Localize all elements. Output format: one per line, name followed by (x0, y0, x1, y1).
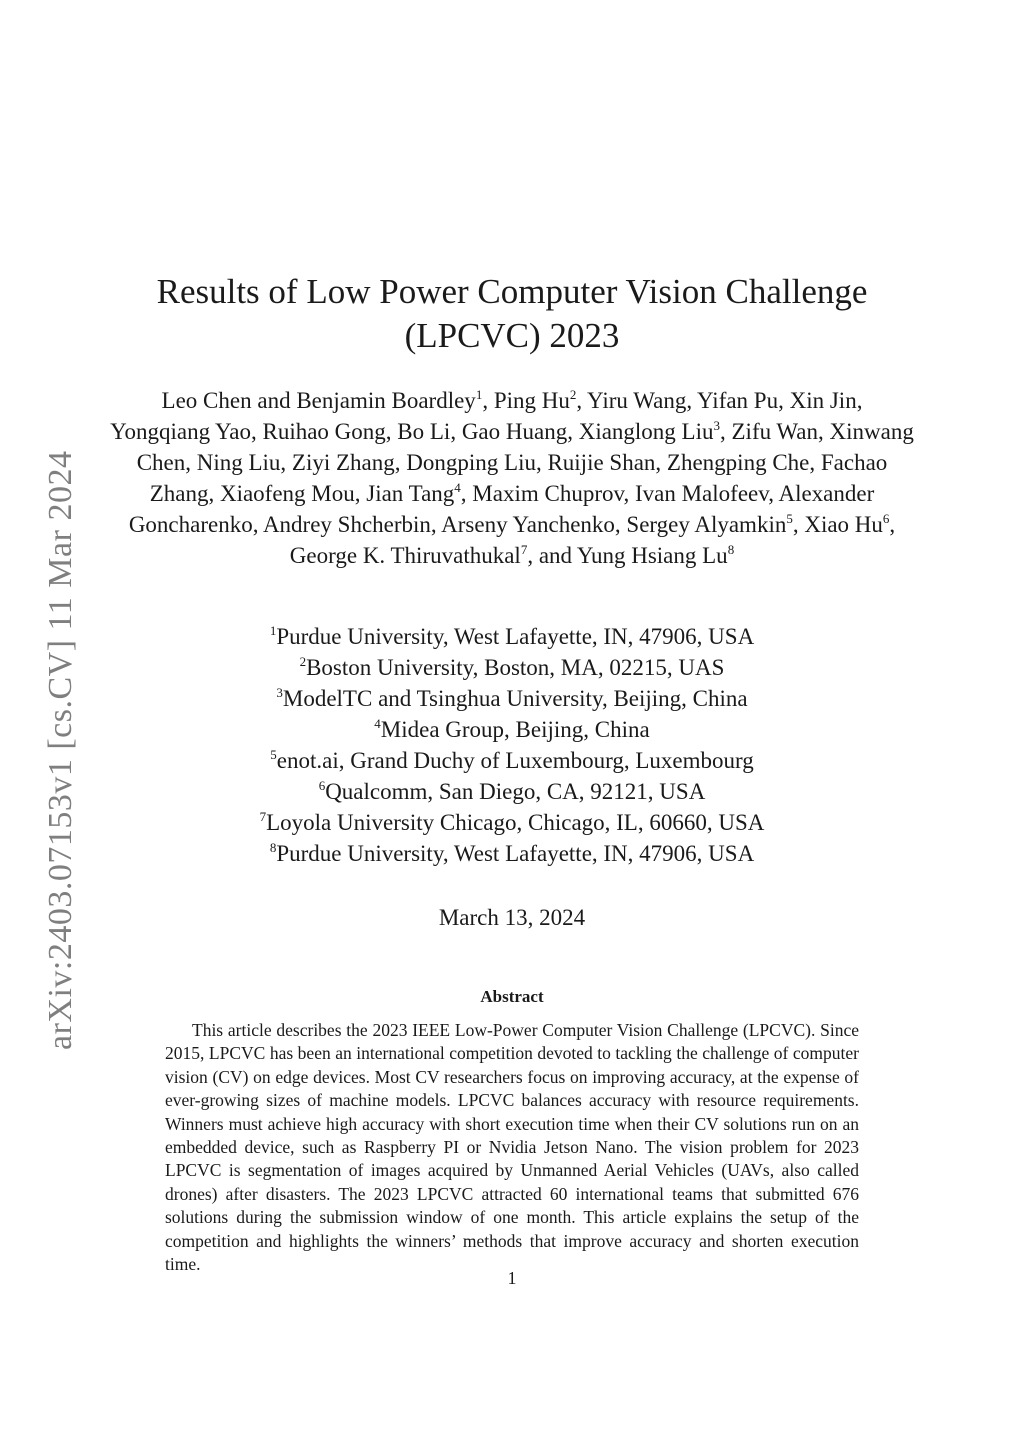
author-list (110, 385, 914, 571)
affiliation-item: $^6$Qualcomm, San Diego, CA, 92121, USA (318, 778, 706, 804)
affiliation-item: $^2$Boston University, Boston, MA, 02215, UAS (299, 654, 725, 680)
title-line-1: Results of Low Power Computer Vision Challenge (156, 272, 868, 311)
author-group: George K. Thiruvathukal$^7$, (289, 542, 539, 568)
arxiv-identifier-stamp: arXiv:2403.07153v1 [cs.CV] 11 Mar 2024 (42, 450, 79, 1050)
author-group: Ping Hu$^2$, (493, 387, 588, 413)
affiliation-list (130, 621, 894, 869)
author-group: Leo Chen and Benjamin Boardley$^1$, (161, 387, 494, 413)
affiliation-item: $^3$ModelTC and Tsinghua University, Beijing, China (276, 685, 748, 711)
affiliation-item: $^5$enot.ai, Grand Duchy of Luxembourg, Luxembourg (270, 747, 754, 773)
affiliation-item: $^7$Loyola University Chicago, Chicago, IL, 60660, USA (259, 809, 765, 835)
author-group: Xiao Hu$^6$, (804, 511, 896, 537)
author-group: Zifu Wan, Xinwang Chen, Ning Liu, Ziyi Zhang, Dongping Liu, Ruijie Shan, Zhengping Che, Fachao Zhang, Xiaofeng Mou, Jian Tang$^4$, (136, 419, 914, 506)
abstract-heading: Abstract (480, 987, 544, 1006)
paper-title (130, 270, 894, 358)
publication-date: March 13, 2024 (438, 905, 586, 930)
title-line-2: (LPCVC) 2023 (404, 316, 620, 355)
affiliation-item: $^1$Purdue University, West Lafayette, IN, 47906, USA (269, 623, 755, 649)
affiliation-item: $^8$Purdue University, West Lafayette, IN, 47906, USA (269, 840, 755, 866)
author-group: Maxim Chuprov, Ivan Malofeev, Alexander Goncharenko, Andrey Shcherbin, Arseny Yanchenko, Sergey Alyamkin$^5$, (128, 481, 875, 537)
abstract-body: This article describes the 2023 IEEE Low-Power Computer Vision Challenge (LPCVC). Since 2015, LPCVC has been an international competition devoted to tackling the challenge of computer vision (CV) on edge devices. Most CV researchers focus on improving accuracy, at the expense of ever-growing sizes of machine models. LPCVC balances accuracy with resource requirements. Winners must achieve high accuracy with short execution time when their CV solutions run on an embedded device, such as Raspberry PI or Nvidia Jetson Nano. The vision problem for 2023 LPCVC is segmentation of images acquired by Unmanned Aerial Vehicles (UAVs, also called drones) after disasters. The 2023 LPCVC attracted 60 international teams that submitted 676 solutions during the submission window of one month. This article explains the setup of the competition and highlights the winners’ methods that improve accuracy and shorten execution time. (165, 1020, 859, 1275)
author-group: and Yung Hsiang Lu$^8$ (538, 542, 735, 568)
page-number: 1 (507, 1268, 517, 1288)
affiliation-item: $^4$Midea Group, Beijing, China (374, 716, 650, 742)
author-group: Yiru Wang, Yifan Pu, Xin Jin, Yongqiang Yao, Ruihao Gong, Bo Li, Gao Huang, Xianglong Liu$^3$, (110, 388, 863, 444)
